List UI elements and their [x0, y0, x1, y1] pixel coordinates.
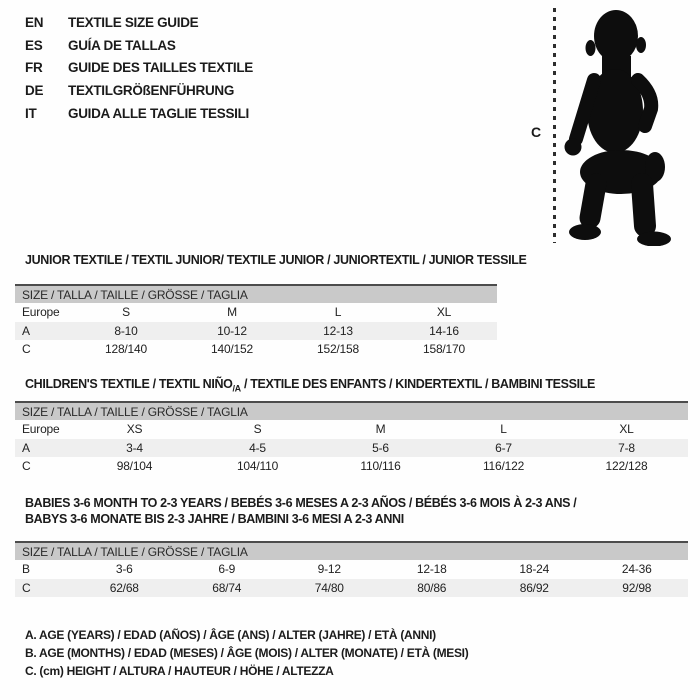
height-cell: 122/128 — [605, 459, 648, 474]
language-code: FR — [25, 60, 43, 76]
language-row — [25, 102, 253, 125]
row-label: A — [22, 323, 30, 338]
height-cell: 68/74 — [212, 580, 242, 595]
footnote-age-months: B. AGE (MONTHS) / EDAD (MESES) / ÂGE (MOIS) / ALTER (MONATE) / ETÀ (MESI) — [25, 646, 469, 660]
section-title-junior: JUNIOR TEXTILE / TEXTIL JUNIOR/ TEXTILE JUNIOR / JUNIORTEXTIL / JUNIOR TESSILE — [25, 253, 527, 267]
table-row-europe — [15, 420, 688, 439]
size-cell: S — [122, 305, 130, 320]
height-cell: 116/122 — [482, 459, 525, 474]
age-cell: 4-5 — [249, 440, 266, 455]
row-label: Europe — [22, 305, 60, 320]
size-cell: XL — [436, 305, 452, 320]
size-cell: L — [334, 305, 342, 320]
section-title-children — [25, 376, 595, 397]
size-cell: XS — [126, 422, 143, 437]
height-measure-label: C — [531, 124, 542, 140]
age-cell: 7-8 — [618, 440, 635, 455]
table-row-age — [15, 439, 688, 458]
row-label: A — [22, 440, 30, 455]
age-cell: 3-4 — [126, 440, 143, 455]
table-row-age — [15, 322, 497, 341]
language-row — [25, 34, 253, 57]
row-label: C — [22, 459, 31, 474]
footnote-height-cm: C. (cm) HEIGHT / ALTURA / HAUTEUR / HÖHE / ALTEZZA — [25, 664, 334, 678]
age-cell: 6-7 — [495, 440, 512, 455]
title-text: CHILDREN'S TEXTILE / TEXTIL NIÑO — [25, 377, 233, 391]
months-cell: 12-18 — [416, 562, 447, 577]
language-code: DE — [25, 82, 44, 98]
language-code: IT — [25, 105, 37, 121]
language-list — [25, 11, 253, 124]
language-code: EN — [25, 14, 44, 30]
title-subscript: /A — [232, 383, 241, 394]
height-cell: 74/80 — [314, 580, 344, 595]
height-cell: 80/86 — [417, 580, 447, 595]
language-row — [25, 11, 253, 34]
language-label: TEXTILE SIZE GUIDE — [68, 14, 199, 30]
junior-size-table — [15, 284, 497, 359]
table-row-height — [15, 457, 688, 476]
height-cell: 104/110 — [236, 459, 279, 474]
table-row-months — [15, 560, 688, 579]
months-cell: 6-9 — [218, 562, 236, 577]
size-cell: XL — [619, 422, 634, 437]
height-cell: 158/170 — [423, 342, 465, 357]
title-line: BABIES 3-6 MONTH TO 2-3 YEARS / BEBÉS 3-6 MESES A 2-3 AÑOS / BÉBÉS 3-6 MOIS À 2-3 ANS / — [25, 496, 577, 510]
months-cell: 9-12 — [317, 562, 341, 577]
toddler-silhouette-icon — [552, 6, 682, 246]
table-row-height — [15, 579, 688, 598]
table-header-size: SIZE / TALLA / TAILLE / GRÖSSE / TAGLIA — [15, 541, 688, 560]
title-text: / TEXTILE DES ENFANTS / KINDERTEXTIL / BAMBINI TESSILE — [240, 377, 596, 391]
height-cell: 110/116 — [360, 459, 401, 474]
row-label: C — [22, 342, 31, 357]
height-cell: 62/68 — [109, 580, 139, 595]
months-cell: 24-36 — [621, 562, 652, 577]
size-cell: M — [375, 422, 386, 437]
row-label: B — [22, 562, 30, 577]
height-cell: 86/92 — [519, 580, 549, 595]
language-label: TEXTILGRÖßENFÜHRUNG — [68, 82, 235, 98]
babies-size-table — [15, 541, 688, 597]
size-cell: L — [500, 422, 507, 437]
age-cell: 10-12 — [217, 323, 247, 338]
height-cell: 128/140 — [105, 342, 147, 357]
row-label: C — [22, 580, 31, 595]
age-cell: 8-10 — [114, 323, 138, 338]
table-row-europe — [15, 303, 497, 322]
section-title-babies — [25, 495, 576, 527]
height-cell: 98/104 — [116, 459, 153, 474]
height-cell: 92/98 — [622, 580, 652, 595]
size-cell: M — [227, 305, 237, 320]
months-cell: 18-24 — [519, 562, 550, 577]
age-cell: 14-16 — [429, 323, 459, 338]
language-label: GUIDA ALLE TAGLIE TESSILI — [68, 105, 249, 121]
language-label: GUIDE DES TAILLES TEXTILE — [68, 60, 254, 76]
table-header-size: SIZE / TALLA / TAILLE / GRÖSSE / TAGLIA — [15, 401, 688, 420]
title-line: BABYS 3-6 MONATE BIS 2-3 JAHRE / BAMBINI 3-6 MESI A 2-3 ANNI — [25, 512, 404, 526]
row-label: Europe — [22, 422, 60, 437]
size-cell: S — [253, 422, 262, 437]
height-cell: 140/152 — [211, 342, 253, 357]
children-size-table — [15, 401, 688, 476]
months-cell: 3-6 — [115, 562, 133, 577]
language-row — [25, 56, 253, 79]
table-header-size: SIZE / TALLA / TAILLE / GRÖSSE / TAGLIA — [15, 284, 497, 303]
age-cell: 12-13 — [323, 323, 353, 338]
height-cell: 152/158 — [317, 342, 359, 357]
table-row-height — [15, 340, 497, 359]
language-code: ES — [25, 37, 43, 53]
age-cell: 5-6 — [372, 440, 389, 455]
language-row — [25, 79, 253, 102]
footnote-age-years: A. AGE (YEARS) / EDAD (AÑOS) / ÂGE (ANS) / ALTER (JAHRE) / ETÀ (ANNI) — [25, 628, 436, 642]
footnotes — [25, 628, 468, 682]
language-label: GUÍA DE TALLAS — [68, 37, 176, 53]
